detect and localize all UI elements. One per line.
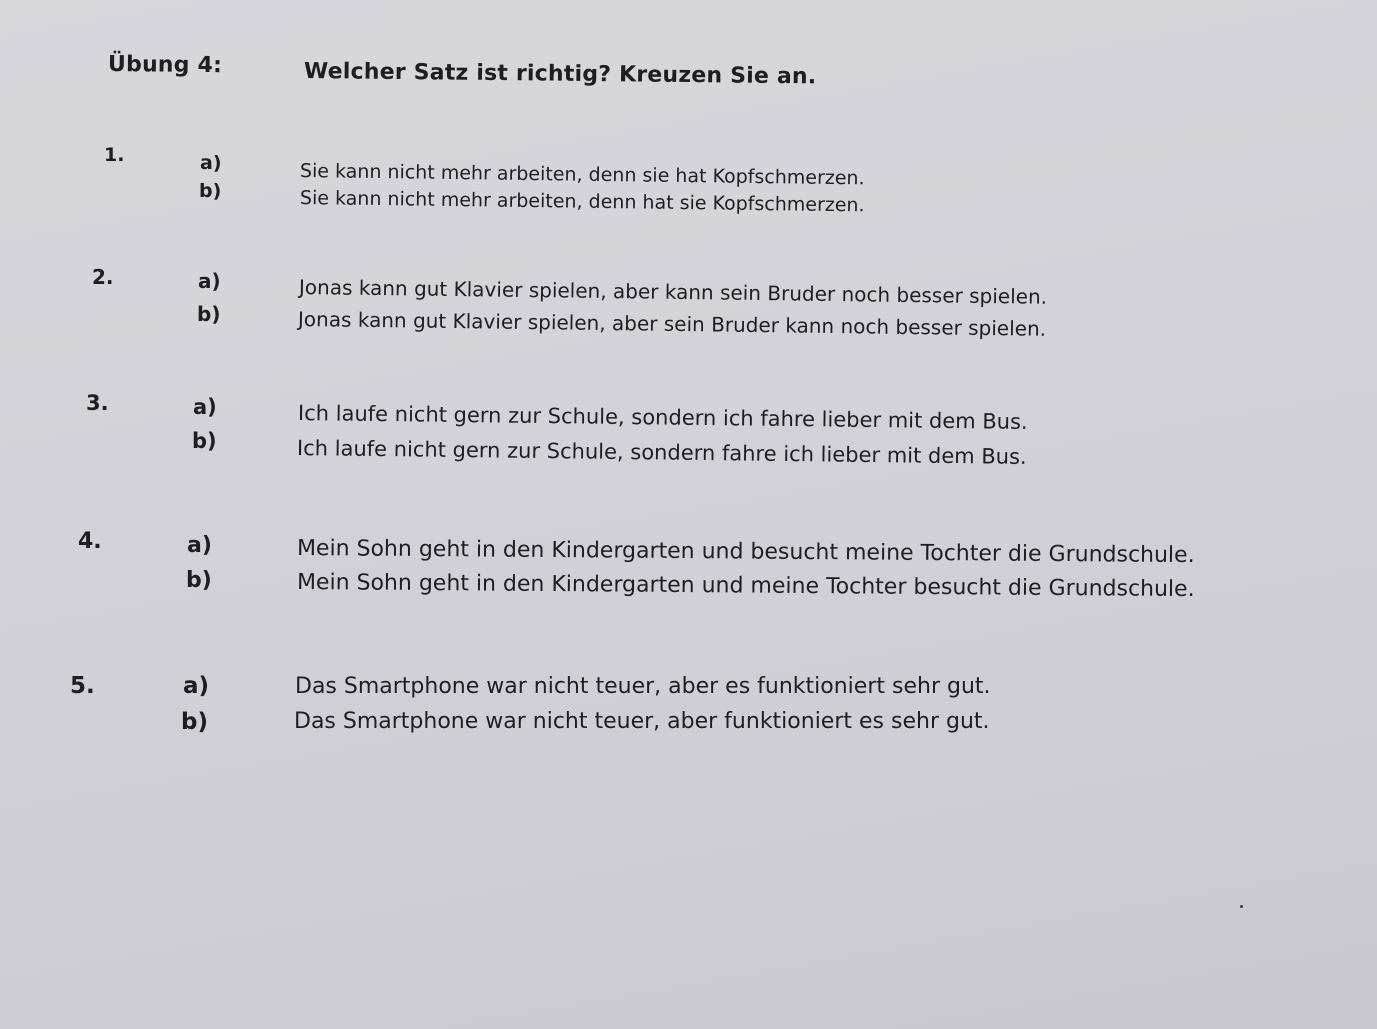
option-a-letter: a) [187,533,212,558]
option-b-text[interactable]: Sie kann nicht mehr arbeiten, denn hat sie Kopfschmerzen. [299,187,865,217]
option-b-text[interactable]: Jonas kann gut Klavier spielen, aber sein Bruder kann noch besser spielen. [297,307,1047,341]
question-number: 2. [92,265,114,289]
question-5 [0,658,1377,738]
option-b-text[interactable]: Das Smartphone war nicht teuer, aber funktioniert es sehr gut. [294,709,990,734]
option-b-letter: b) [199,180,222,202]
question-number: 5. [70,673,95,699]
option-b-letter: b) [192,429,217,453]
option-b-text[interactable]: Ich laufe nicht gern zur Schule, sondern fahre ich lieber mit dem Bus. [296,436,1027,469]
exercise-label: Übung 4: [107,52,223,79]
paper-speck [1240,905,1243,908]
question-4 [0,517,1377,603]
option-b-letter: b) [186,568,212,593]
question-2 [0,258,1377,341]
option-a-text[interactable]: Jonas kann gut Klavier spielen, aber kann sein Bruder noch besser spielen. [298,275,1048,309]
question-number: 3. [86,391,109,415]
question-1 [0,140,1377,220]
option-a-text[interactable]: Sie kann nicht mehr arbeiten, denn sie hat Kopfschmerzen. [299,160,865,190]
option-a-text[interactable]: Das Smartphone war nicht teuer, aber es funktioniert sehr gut. [295,674,991,699]
question-number: 4. [78,529,102,554]
option-a-letter: a) [198,269,221,293]
question-3 [0,381,1377,469]
option-a-letter: a) [183,673,210,699]
option-a-letter: a) [193,395,217,419]
option-b-letter: b) [181,709,208,735]
exercise-instruction: Welcher Satz ist richtig? Kreuzen Sie an. [303,59,817,90]
option-a-letter: a) [200,152,222,174]
option-b-text[interactable]: Mein Sohn geht in den Kindergarten und meine Tochter besucht die Grundschule. [296,570,1195,603]
question-number: 1. [104,144,125,166]
option-a-text[interactable]: Mein Sohn geht in den Kindergarten und besucht meine Tochter die Grundschule. [296,536,1195,569]
exercise-header [0,0,1377,100]
option-b-letter: b) [197,302,221,326]
option-a-text[interactable]: Ich laufe nicht gern zur Schule, sondern ich fahre lieber mit dem Bus. [297,401,1028,434]
